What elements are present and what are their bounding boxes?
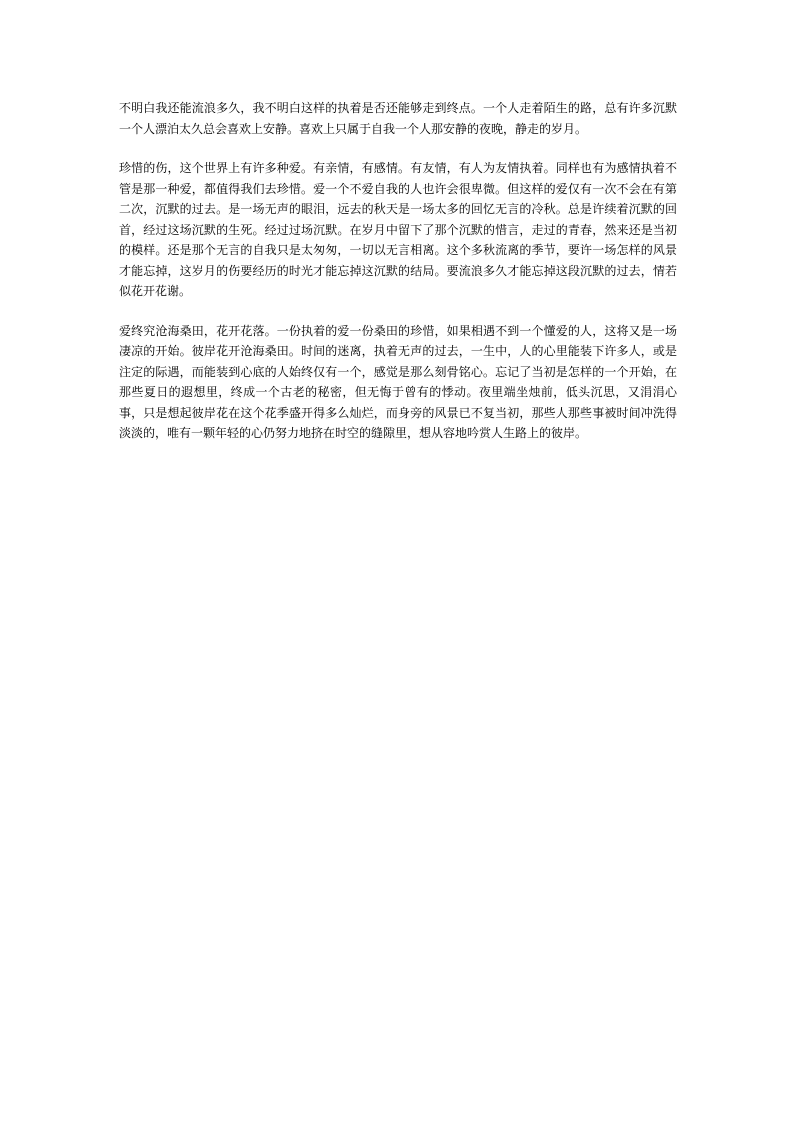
document-body [119, 98, 677, 444]
paragraph-2: 珍惜的伤，这个世界上有许多种爱。有亲情，有感情。有友情，有人为友情执着。同样也有为感情执着不管是那一种爱，都值得我们去珍惜。爱一个不爱自我的人也许会很卑微。但这样的爱仅有一次不会在有第二次，沉默的过去。是一场无声的眼泪，远去的秋天是一场太多的回忆无言的冷秋。总是许续着沉默的回首，经过这场沉默的生死。经过过场沉默。在岁月中留下了那个沉默的惜言，走过的青春，然来还是当初的模样。还是那个无言的自我只是太匆匆，一切以无言相离。这个多秋流离的季节，要许一场怎样的风景才能忘掉，这岁月的伤要经历的时光才能忘掉这沉默的结局。要流浪多久才能忘掉这段沉默的过去，情若似花开花谢。 [119, 161, 677, 298]
paragraph-3: 爱终究沧海桑田，花开花落。一份执着的爱一份桑田的珍惜，如果相遇不到一个懂爱的人，这将又是一场凄凉的开始。彼岸花开沧海桑田。时间的迷离，执着无声的过去，一生中，人的心里能装下许多人，或是注定的际遇，而能装到心底的人始终仅有一个，感觉是那么刻骨铭心。忘记了当初是怎样的一个开始，在那些夏日的遐想里，终成一个古老的秘密，但无悔于曾有的悸动。夜里端坐烛前，低头沉思，又涓涓心事，只是想起彼岸花在这个花季盛开得多么灿烂，而身旁的风景已不复当初，那些人那些事被时间冲洗得淡淡的，唯有一颗年轻的心仍努力地挤在时空的缝隙里，想从容地吟赏人生路上的彼岸。 [119, 323, 677, 440]
paragraph-1: 不明白我还能流浪多久，我不明白这样的执着是否还能够走到终点。一个人走着陌生的路，总有许多沉默一个人漂泊太久总会喜欢上安静。喜欢上只属于自我一个人那安静的夜晚，静走的岁月。 [119, 101, 677, 136]
